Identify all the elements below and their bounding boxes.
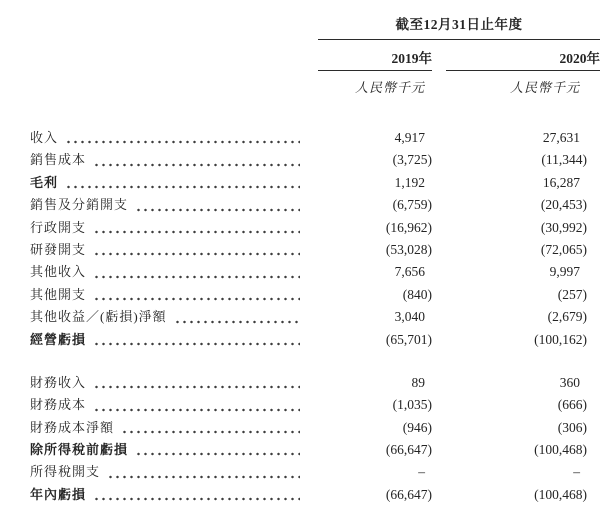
value-2020: (306): [557, 419, 587, 435]
value-2019: –: [418, 464, 425, 480]
row-label: 毛利: [30, 174, 59, 190]
row-label: 除所得稅前虧損: [30, 442, 129, 458]
row-label: 財務成本: [30, 397, 87, 413]
value-2019: (3,725): [392, 152, 432, 168]
row-label: 其他開支: [30, 286, 87, 302]
value-2019: 4,917: [394, 130, 425, 145]
table-row: [30, 372, 600, 394]
value-2019: (946): [402, 419, 432, 435]
table-row: [30, 261, 600, 283]
row-label: 其他收益／(虧損)淨額: [30, 309, 167, 325]
dot-leader: [63, 172, 300, 194]
dot-leader: [91, 372, 300, 394]
dot-leader: [63, 127, 300, 149]
year-header-row: [318, 47, 600, 71]
dot-leader: [91, 284, 300, 306]
value-2020: (666): [557, 397, 587, 413]
value-2019: 89: [411, 374, 425, 390]
year-column-header-2020: 2020年: [446, 47, 600, 71]
unit-header-row: [318, 77, 600, 96]
table-header: [318, 13, 600, 96]
value-2020: (72,065): [540, 241, 587, 257]
row-label: 經營虧損: [30, 331, 87, 347]
dot-leader: [91, 239, 300, 261]
table-row: [30, 284, 600, 306]
value-2019: (65,701): [385, 331, 432, 347]
row-label: 銷售成本: [30, 152, 87, 168]
value-2019: 1,192: [394, 174, 425, 190]
table-row: [30, 329, 600, 351]
value-2020: (100,468): [534, 442, 587, 458]
dot-leader: [91, 394, 300, 416]
value-2019: (66,647): [385, 442, 432, 458]
table-row: [30, 306, 600, 328]
period-header: 截至12月31日止年度: [318, 13, 600, 40]
value-2020: (2,679): [547, 309, 587, 325]
dot-leader: [91, 261, 300, 283]
table-row: [30, 417, 600, 439]
value-2020: 9,997: [549, 264, 580, 280]
value-2020: (100,468): [534, 486, 587, 502]
row-label: 收入: [30, 130, 59, 145]
table-row: [30, 149, 600, 171]
row-label: 行政開支: [30, 219, 87, 235]
value-2019: (66,647): [385, 486, 432, 502]
row-label: 研發開支: [30, 241, 87, 257]
unit-label-2019: 人民幣千元: [354, 80, 425, 95]
row-label: 銷售及分銷開支: [30, 197, 129, 213]
row-label: 財務收入: [30, 374, 87, 390]
dot-leader: [91, 217, 300, 239]
row-label: 所得稅開支: [30, 464, 101, 480]
table-row: [30, 439, 600, 461]
table-row: [30, 172, 600, 194]
value-2020: (257): [557, 286, 587, 302]
column-gap: [432, 77, 446, 96]
table-body: [30, 127, 600, 506]
value-2020: –: [573, 464, 580, 480]
row-label: 其他收入: [30, 264, 87, 280]
table-row: [30, 239, 600, 261]
value-2020: (20,453): [540, 197, 587, 213]
table-row: [30, 217, 600, 239]
table-row: [30, 127, 600, 149]
value-2020: (30,992): [540, 219, 587, 235]
value-2019: (840): [402, 286, 432, 302]
value-2019: 3,040: [394, 309, 425, 325]
dot-leader: [91, 149, 300, 171]
value-2020: (11,344): [541, 152, 587, 168]
year-column-header-2019: 2019年: [318, 47, 432, 71]
table-row: [30, 194, 600, 216]
row-label: 財務成本淨額: [30, 419, 115, 435]
dot-leader: [91, 329, 300, 351]
dot-leader: [91, 484, 300, 506]
value-2019: (53,028): [385, 241, 432, 257]
value-2019: (16,962): [385, 219, 432, 235]
column-gap: [432, 47, 446, 71]
value-2020: (100,162): [534, 331, 587, 347]
value-2020: 16,287: [542, 174, 580, 190]
value-2019: 7,656: [394, 264, 425, 280]
row-label: 年內虧損: [30, 486, 87, 502]
table-row: [30, 484, 600, 506]
value-2019: (1,035): [392, 397, 432, 413]
dot-leader: [133, 439, 300, 461]
dot-leader: [105, 461, 300, 483]
table-row: [30, 461, 600, 483]
value-2019: (6,759): [392, 197, 432, 213]
dot-leader: [133, 194, 300, 216]
dot-leader: [172, 306, 300, 328]
table-row: [30, 394, 600, 416]
value-2020: 360: [559, 374, 580, 390]
dot-leader: [119, 417, 300, 439]
unit-label-2020: 人民幣千元: [509, 80, 580, 95]
value-2020: 27,631: [542, 130, 580, 145]
